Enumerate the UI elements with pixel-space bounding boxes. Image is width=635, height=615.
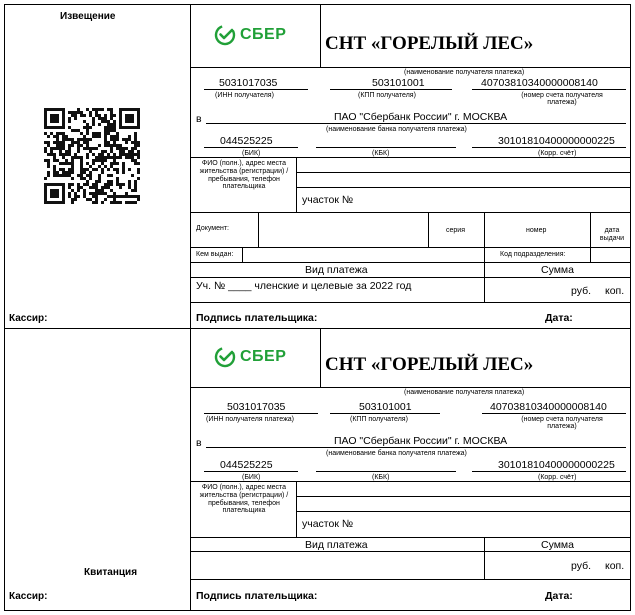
payment-description: Уч. № ____ членские и целевые за 2022 год: [196, 280, 412, 292]
payment-divider-2: [484, 537, 485, 579]
cashier-label-top: Кассир:: [9, 313, 48, 324]
payment-divider: [484, 262, 485, 302]
account-line-2: [482, 413, 626, 414]
bank-caption-2: (наименование банка получателя платежа): [326, 450, 467, 457]
frame-right: [630, 4, 631, 611]
corr-caption-2: (Корр. счёт): [538, 474, 577, 481]
corr-line-2: [472, 471, 626, 472]
qr-code-icon: [44, 108, 140, 204]
payer-top-line-2: [190, 481, 631, 482]
bik-value-2: 044525225: [220, 459, 273, 471]
logo-divider-2: [320, 328, 321, 388]
payment-sum-header: Сумма: [541, 264, 574, 276]
recipient-name-2: СНТ «ГОРЕЛЫЙ ЛЕС»: [325, 354, 534, 375]
doc-divider-4: [590, 212, 591, 262]
payer-top-line: [190, 157, 631, 158]
doc-bottom-line: [190, 247, 631, 248]
bank-prefix: в: [196, 113, 202, 125]
recipient-name-caption: (наименование получателя платежа): [404, 69, 525, 76]
bank-caption: (наименование банка получателя платежа): [326, 126, 467, 133]
frame-top: [4, 4, 631, 5]
kpp-caption: (КПП получателя): [358, 92, 416, 99]
corr-value-2: 30101810400000000225: [498, 459, 615, 471]
column-divider: [190, 4, 191, 611]
inn-value: 5031017035: [219, 77, 278, 89]
rub-label: руб.: [571, 285, 592, 297]
account-caption-2: (номер счета получателя платежа): [521, 416, 603, 430]
frame-bottom: [4, 610, 631, 611]
kpp-line: [330, 89, 452, 90]
corr-value: 30101810400000000225: [498, 135, 615, 147]
frame-left: [4, 4, 5, 611]
signature-label-top: Подпись плательщика:: [196, 312, 318, 324]
inn-line: [204, 89, 308, 90]
title-underline: [190, 67, 631, 68]
account-line: [472, 89, 626, 90]
division-code-label: Код подразделения:: [500, 251, 566, 258]
number-label: номер: [526, 227, 547, 234]
payment-type-header: Вид платежа: [305, 264, 368, 276]
inn-value-2: 5031017035: [227, 401, 286, 413]
account-value: 40703810340000008140: [481, 77, 598, 89]
sber-logo-icon: [214, 346, 236, 368]
doc-divider-1: [258, 212, 259, 247]
kbk-line-2: [316, 471, 456, 472]
cashier-label-bottom: Кассир:: [9, 591, 48, 602]
payer-divider-2: [296, 481, 297, 537]
rub-label-2: руб.: [571, 560, 592, 572]
payer-divider: [296, 157, 297, 213]
payment-bottom-line: [190, 302, 631, 303]
signature-label-bottom: Подпись плательщика:: [196, 590, 318, 602]
bik-line-2: [204, 471, 298, 472]
title-underline-2: [190, 387, 631, 388]
issued-bottom-line: [190, 262, 631, 263]
bank-line-2: [206, 447, 626, 448]
doc-divider-3: [484, 212, 485, 262]
notice-label: Извещение: [60, 11, 116, 22]
inn-line-2: [204, 413, 318, 414]
payer-line-1-2: [296, 496, 631, 497]
plot-label: участок №: [302, 194, 354, 206]
payment-sum-header-2: Сумма: [541, 539, 574, 551]
account-caption: (номер счета получателя платежа): [521, 92, 603, 106]
bank-line: [206, 123, 626, 124]
kpp-line-2: [330, 413, 440, 414]
payment-bottom-line-2: [190, 579, 631, 580]
recipient-name: СНТ «ГОРЕЛЫЙ ЛЕС»: [325, 33, 534, 54]
plot-label-2: участок №: [302, 518, 354, 530]
date-label-top: Дата:: [545, 312, 573, 324]
logo-divider: [320, 4, 321, 68]
bank-value: ПАО "Сбербанк России" г. МОСКВА: [334, 111, 508, 123]
recipient-name-caption-2: (наименование получателя платежа): [404, 389, 525, 396]
kpp-caption-2: (КПП получателя): [350, 416, 408, 423]
issued-divider: [242, 247, 243, 262]
bank-value-2: ПАО "Сбербанк России" г. МОСКВА: [334, 435, 508, 447]
doc-divider-2: [428, 212, 429, 247]
payer-fio-label: ФИО (полн.), адрес места жительства (регистрации) / пребывания, телефон плательщика: [199, 160, 289, 191]
inn-caption: (ИНН получателя): [215, 92, 274, 99]
kpp-value-2: 503101001: [359, 401, 412, 413]
kop-label: коп.: [605, 285, 625, 297]
corr-caption: (Корр. счёт): [538, 150, 577, 157]
sber-logo-text-2: СБЕР: [240, 348, 287, 365]
payment-header-line-2: [190, 551, 631, 552]
payer-fio-label-2: ФИО (полн.), адрес места жительства (регистрации) / пребывания, телефон плательщика: [199, 484, 289, 515]
bik-caption: (БИК): [242, 150, 261, 157]
payer-line-2: [296, 187, 631, 188]
bik-line: [204, 147, 298, 148]
kbk-line: [316, 147, 456, 148]
sber-logo-text: СБЕР: [240, 26, 287, 43]
payer-line-2-2: [296, 511, 631, 512]
series-label: серия: [446, 227, 465, 234]
inn-caption-2: (ИНН получателя платежа): [206, 416, 294, 423]
issued-by-label: Кем выдан:: [196, 251, 234, 258]
payer-bottom-line-2: [190, 537, 631, 538]
bik-value: 044525225: [220, 135, 273, 147]
kop-label-2: коп.: [605, 560, 625, 572]
bank-prefix-2: в: [196, 437, 202, 449]
account-value-2: 40703810340000008140: [490, 401, 607, 413]
bik-caption-2: (БИК): [242, 474, 261, 481]
section-divider: [4, 328, 631, 329]
kpp-value: 503101001: [372, 77, 425, 89]
receipt-label: Квитанция: [84, 567, 138, 578]
date-issued-label: дата выдачи: [599, 227, 625, 243]
kbk-caption-2: (КБК): [372, 474, 390, 481]
payment-type-header-2: Вид платежа: [305, 539, 368, 551]
document-label: Документ:: [196, 225, 229, 232]
payer-line-1: [296, 172, 631, 173]
date-label-bottom: Дата:: [545, 590, 573, 602]
corr-line: [472, 147, 626, 148]
payment-header-line: [190, 277, 631, 278]
payer-bottom-line: [190, 212, 631, 213]
kbk-caption: (КБК): [372, 150, 390, 157]
sber-logo-icon: [214, 24, 236, 46]
